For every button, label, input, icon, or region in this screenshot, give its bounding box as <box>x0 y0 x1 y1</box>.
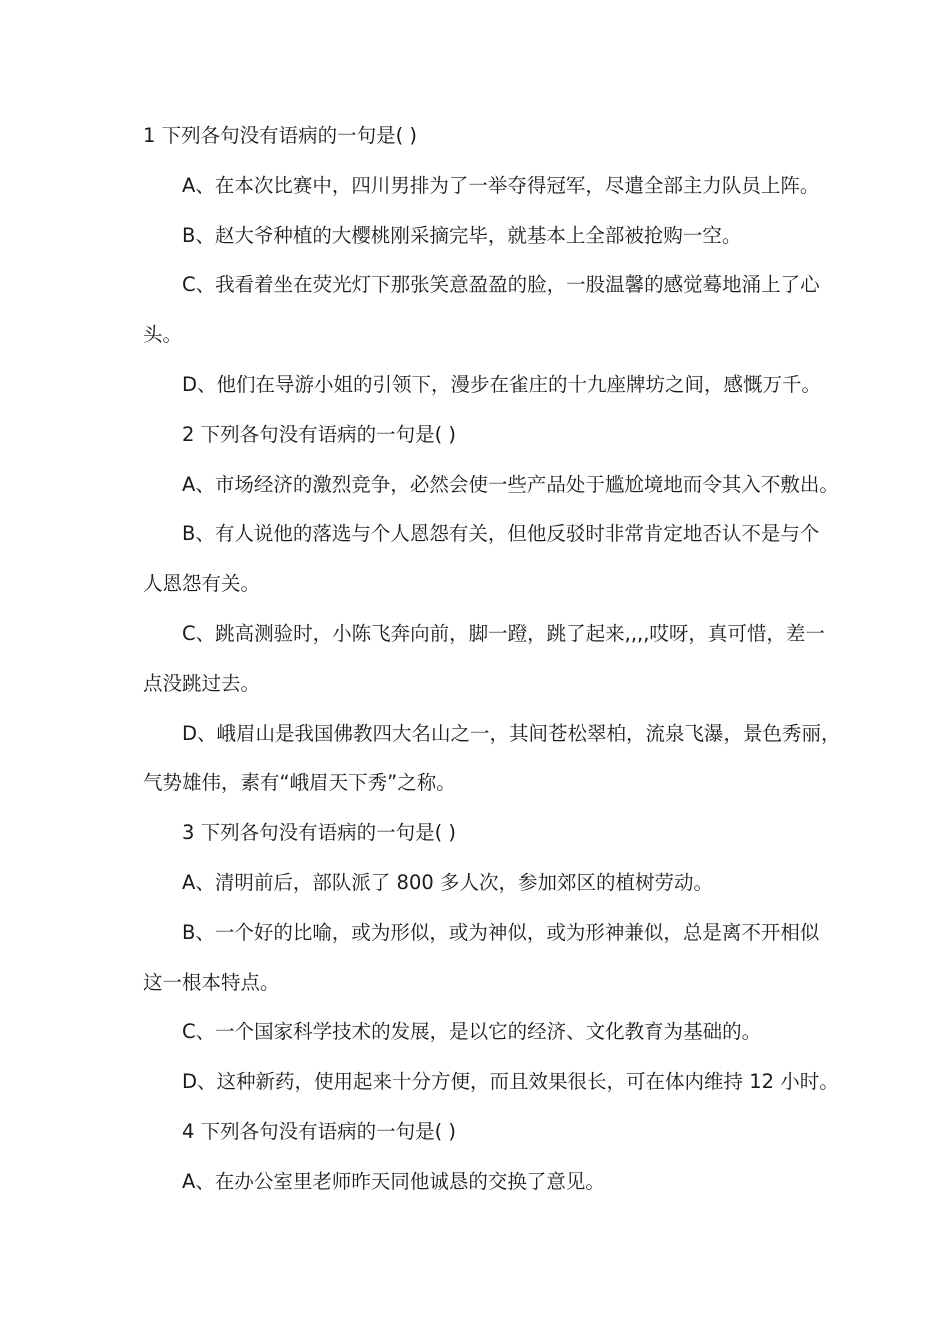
option-line: C、我看着坐在荧光灯下那张笑意盈盈的脸，一股温馨的感觉蓦地涌上了心 <box>182 273 820 297</box>
option-line: D、这种新药，使用起来十分方便，而且效果很长，可在体内维持 12 小时。 <box>182 1070 839 1094</box>
question-stem: 2 下列各句没有语病的一句是( ) <box>182 422 457 446</box>
option-line: B、有人说他的落选与个人恩怨有关，但他反驳时非常肯定地否认不是与个 <box>182 522 820 546</box>
question-stem: 4 下列各句没有语病的一句是( ) <box>182 1119 457 1143</box>
option-line-continued: 气势雄伟，素有“峨眉天下秀”之称。 <box>143 771 456 795</box>
option-line: B、一个好的比喻，或为形似，或为神似，或为形神兼似，总是离不开相似 <box>182 920 820 944</box>
document-body <box>143 116 841 1212</box>
option-line: A、清明前后，部队派了 800 多人次，参加郊区的植树劳动。 <box>182 870 713 894</box>
option-line: D、峨眉山是我国佛教四大名山之一，其间苍松翠柏，流泉飞瀑，景色秀丽， <box>182 721 841 745</box>
option-line: C、一个国家科学技术的发展，是以它的经济、文化教育为基础的。 <box>182 1020 762 1044</box>
option-line-continued: 人恩怨有关。 <box>143 572 261 596</box>
question-stem: 3 下列各句没有语病的一句是( ) <box>182 821 457 845</box>
option-line-continued: 头。 <box>143 323 183 347</box>
option-line: A、在办公室里老师昨天同他诚恳的交换了意见。 <box>182 1169 605 1193</box>
option-line: B、赵大爷种植的大樱桃刚采摘完毕，就基本上全部被抢购一空。 <box>182 223 742 247</box>
option-line: A、市场经济的激烈竞争，必然会使一些产品处于尴尬境地而令其入不敷出。 <box>182 472 839 496</box>
option-line: A、在本次比赛中，四川男排为了一举夺得冠军，尽遣全部主力队员上阵。 <box>182 173 820 197</box>
question-stem: 1 下列各句没有语病的一句是( ) <box>143 124 418 147</box>
option-line-continued: 这一根本特点。 <box>143 970 280 994</box>
option-line: C、跳高测验时，小陈飞奔向前，脚一蹬，跳了起来,,,,哎呀，真可惜，差一 <box>182 621 825 645</box>
option-line: D、他们在导游小姐的引领下，漫步在雀庄的十九座牌坊之间，感慨万千。 <box>182 372 822 396</box>
option-line-continued: 点没跳过去。 <box>143 671 261 695</box>
